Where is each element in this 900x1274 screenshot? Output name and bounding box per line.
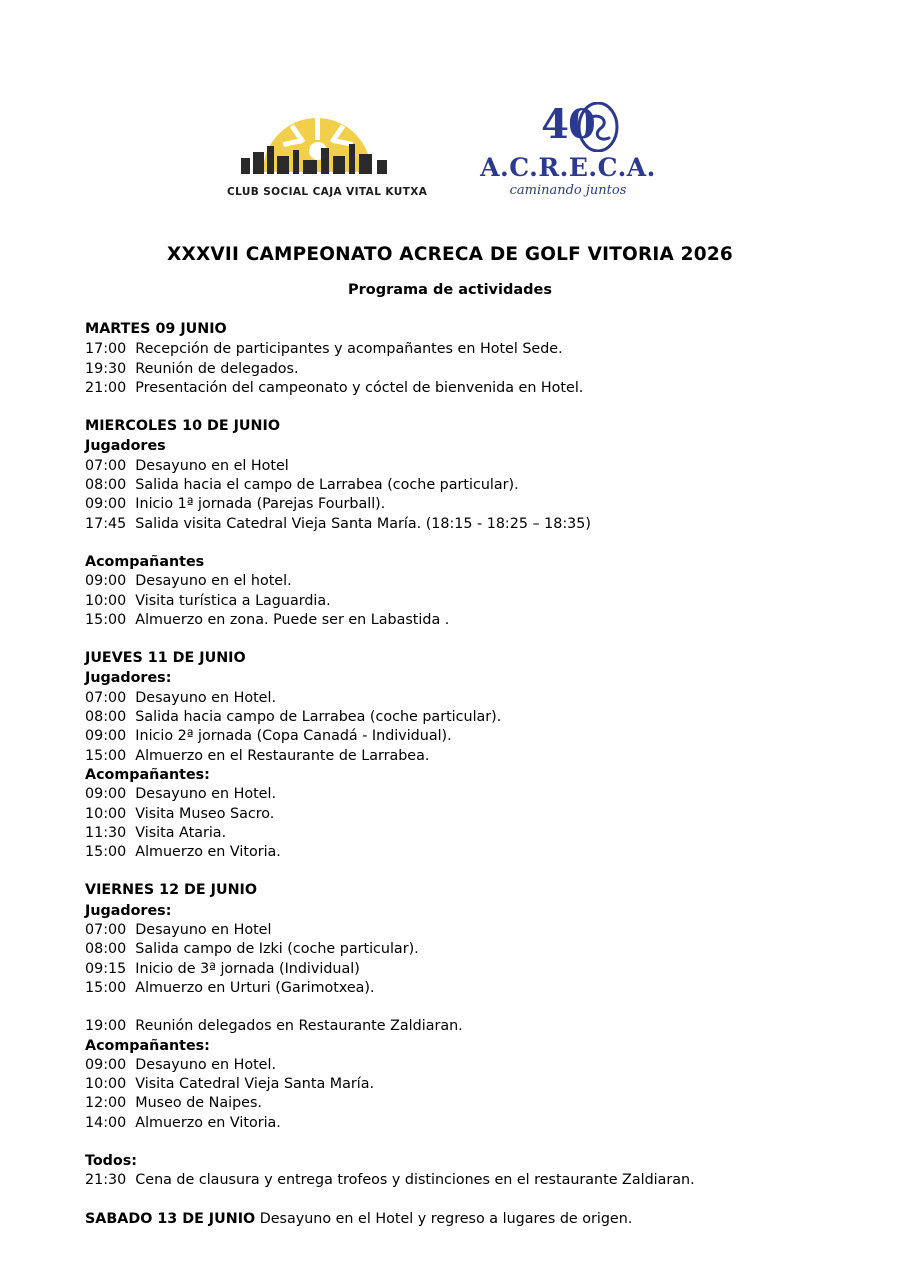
page-subtitle: Programa de actividades bbox=[348, 282, 552, 298]
group-heading: Jugadores: bbox=[85, 902, 172, 919]
sun-ray-icon bbox=[315, 118, 320, 140]
all-attendees-heading: Todos: bbox=[85, 1152, 137, 1169]
spacer bbox=[85, 534, 815, 553]
spacer bbox=[85, 1133, 815, 1152]
page-title: XXXVII CAMPEONATO ACRECA DE GOLF VITORIA 2026 bbox=[167, 244, 733, 265]
kutxa-logo-caption: CLUB SOCIAL CAJA VITAL KUTXA bbox=[227, 186, 428, 198]
spacer bbox=[85, 1191, 815, 1210]
schedule-line: 09:00 Inicio 1ª jornada (Parejas Fourball). bbox=[85, 496, 386, 513]
day-block bbox=[85, 881, 815, 1133]
spacer bbox=[85, 998, 815, 1017]
saturday-block bbox=[85, 1210, 815, 1229]
schedule-line: 21:00 Presentación del campeonato y cóctel de bienvenida en Hotel. bbox=[85, 379, 584, 396]
spacer bbox=[85, 862, 815, 881]
schedule-line: 15:00 Almuerzo en Urturi (Garimotxea). bbox=[85, 979, 375, 996]
schedule-line: 14:00 Almuerzo en Vitoria. bbox=[85, 1114, 281, 1131]
day-heading: SABADO 13 DE JUNIO bbox=[85, 1210, 256, 1227]
group-heading: Jugadores bbox=[85, 438, 166, 455]
schedule-line: Desayuno en el Hotel y regreso a lugares de origen. bbox=[255, 1210, 633, 1227]
group-heading: Jugadores: bbox=[85, 670, 172, 687]
spacer bbox=[85, 398, 815, 417]
day-heading: VIERNES 12 DE JUNIO bbox=[85, 882, 258, 899]
schedule-line: 09:00 Desayuno en Hotel. bbox=[85, 1056, 276, 1073]
schedule-line: 10:00 Visita Catedral Vieja Santa María. bbox=[85, 1076, 375, 1093]
schedule-line: 07:00 Desayuno en el Hotel bbox=[85, 457, 289, 474]
day-block bbox=[85, 320, 815, 398]
day-heading: JUEVES 11 DE JUNIO bbox=[85, 650, 246, 667]
acreca-anniversary-number: 40 bbox=[541, 101, 595, 148]
schedule-line: 17:45 Salida visita Catedral Vieja Santa María. (18:15 - 18:25 – 18:35) bbox=[85, 515, 591, 532]
schedule-line: 10:00 Visita Museo Sacro. bbox=[85, 805, 275, 822]
schedule-line: 12:00 Museo de Naipes. bbox=[85, 1095, 262, 1112]
schedule-line: 07:00 Desayuno en Hotel bbox=[85, 922, 272, 939]
day-block bbox=[85, 649, 815, 862]
schedule-line: 15:00 Almuerzo en Vitoria. bbox=[85, 844, 281, 861]
schedule-line: 09:00 Desayuno en Hotel. bbox=[85, 786, 276, 803]
acreca-logo-title: A.C.R.E.C.A. bbox=[480, 153, 656, 182]
day-heading: MARTES 09 JUNIO bbox=[85, 321, 227, 337]
club-social-caja-vital-kutxa-logo bbox=[227, 112, 428, 198]
spacer bbox=[85, 630, 815, 649]
acreca-logo bbox=[463, 100, 673, 198]
schedule-line: 17:00 Recepción de participantes y acompañantes en Hotel Sede. bbox=[85, 341, 563, 358]
swirl-icon bbox=[575, 102, 621, 152]
schedule-line: 10:00 Visita turística a Laguardia. bbox=[85, 592, 331, 609]
schedule-line: 09:00 Desayuno en el hotel. bbox=[85, 573, 292, 590]
logo-row bbox=[0, 0, 900, 198]
schedule-line: 08:00 Salida hacia el campo de Larrabea (coche particular). bbox=[85, 477, 519, 494]
group-heading: Acompañantes: bbox=[85, 1037, 210, 1054]
schedule-line: 09:15 Inicio de 3ª jornada (Individual) bbox=[85, 960, 360, 977]
acreca-anniversary-mark bbox=[463, 100, 673, 154]
program-content bbox=[85, 320, 815, 1229]
group-heading: Acompañantes bbox=[85, 553, 205, 570]
schedule-line: 15:00 Almuerzo en el Restaurante de Larrabea. bbox=[85, 747, 430, 764]
schedule-line: 08:00 Salida hacia campo de Larrabea (coche particular). bbox=[85, 709, 502, 726]
schedule-line: 07:00 Desayuno en Hotel. bbox=[85, 689, 276, 706]
schedule-line: 15:00 Almuerzo en zona. Puede ser en Labastida . bbox=[85, 611, 450, 628]
schedule-line: 11:30 Visita Ataria. bbox=[85, 824, 227, 841]
schedule-line: 08:00 Salida campo de Izki (coche particular). bbox=[85, 941, 419, 958]
skyline-icon bbox=[237, 144, 397, 174]
schedule-line: 21:30 Cena de clausura y entrega trofeos y distinciones en el restaurante Zaldiaran. bbox=[85, 1172, 695, 1189]
day-heading: MIERCOLES 10 DE JUNIO bbox=[85, 418, 280, 435]
schedule-line: 19:30 Reunión de delegados. bbox=[85, 360, 299, 377]
sun-skyline-icon bbox=[237, 112, 397, 184]
day-block bbox=[85, 417, 815, 630]
group-heading: Acompañantes: bbox=[85, 766, 210, 783]
acreca-logo-tagline: caminando juntos bbox=[509, 183, 627, 198]
schedule-line: 09:00 Inicio 2ª jornada (Copa Canadá - Individual). bbox=[85, 728, 452, 745]
schedule-line: 19:00 Reunión delegados en Restaurante Zaldiaran. bbox=[85, 1018, 463, 1035]
closing-block bbox=[85, 1152, 815, 1191]
